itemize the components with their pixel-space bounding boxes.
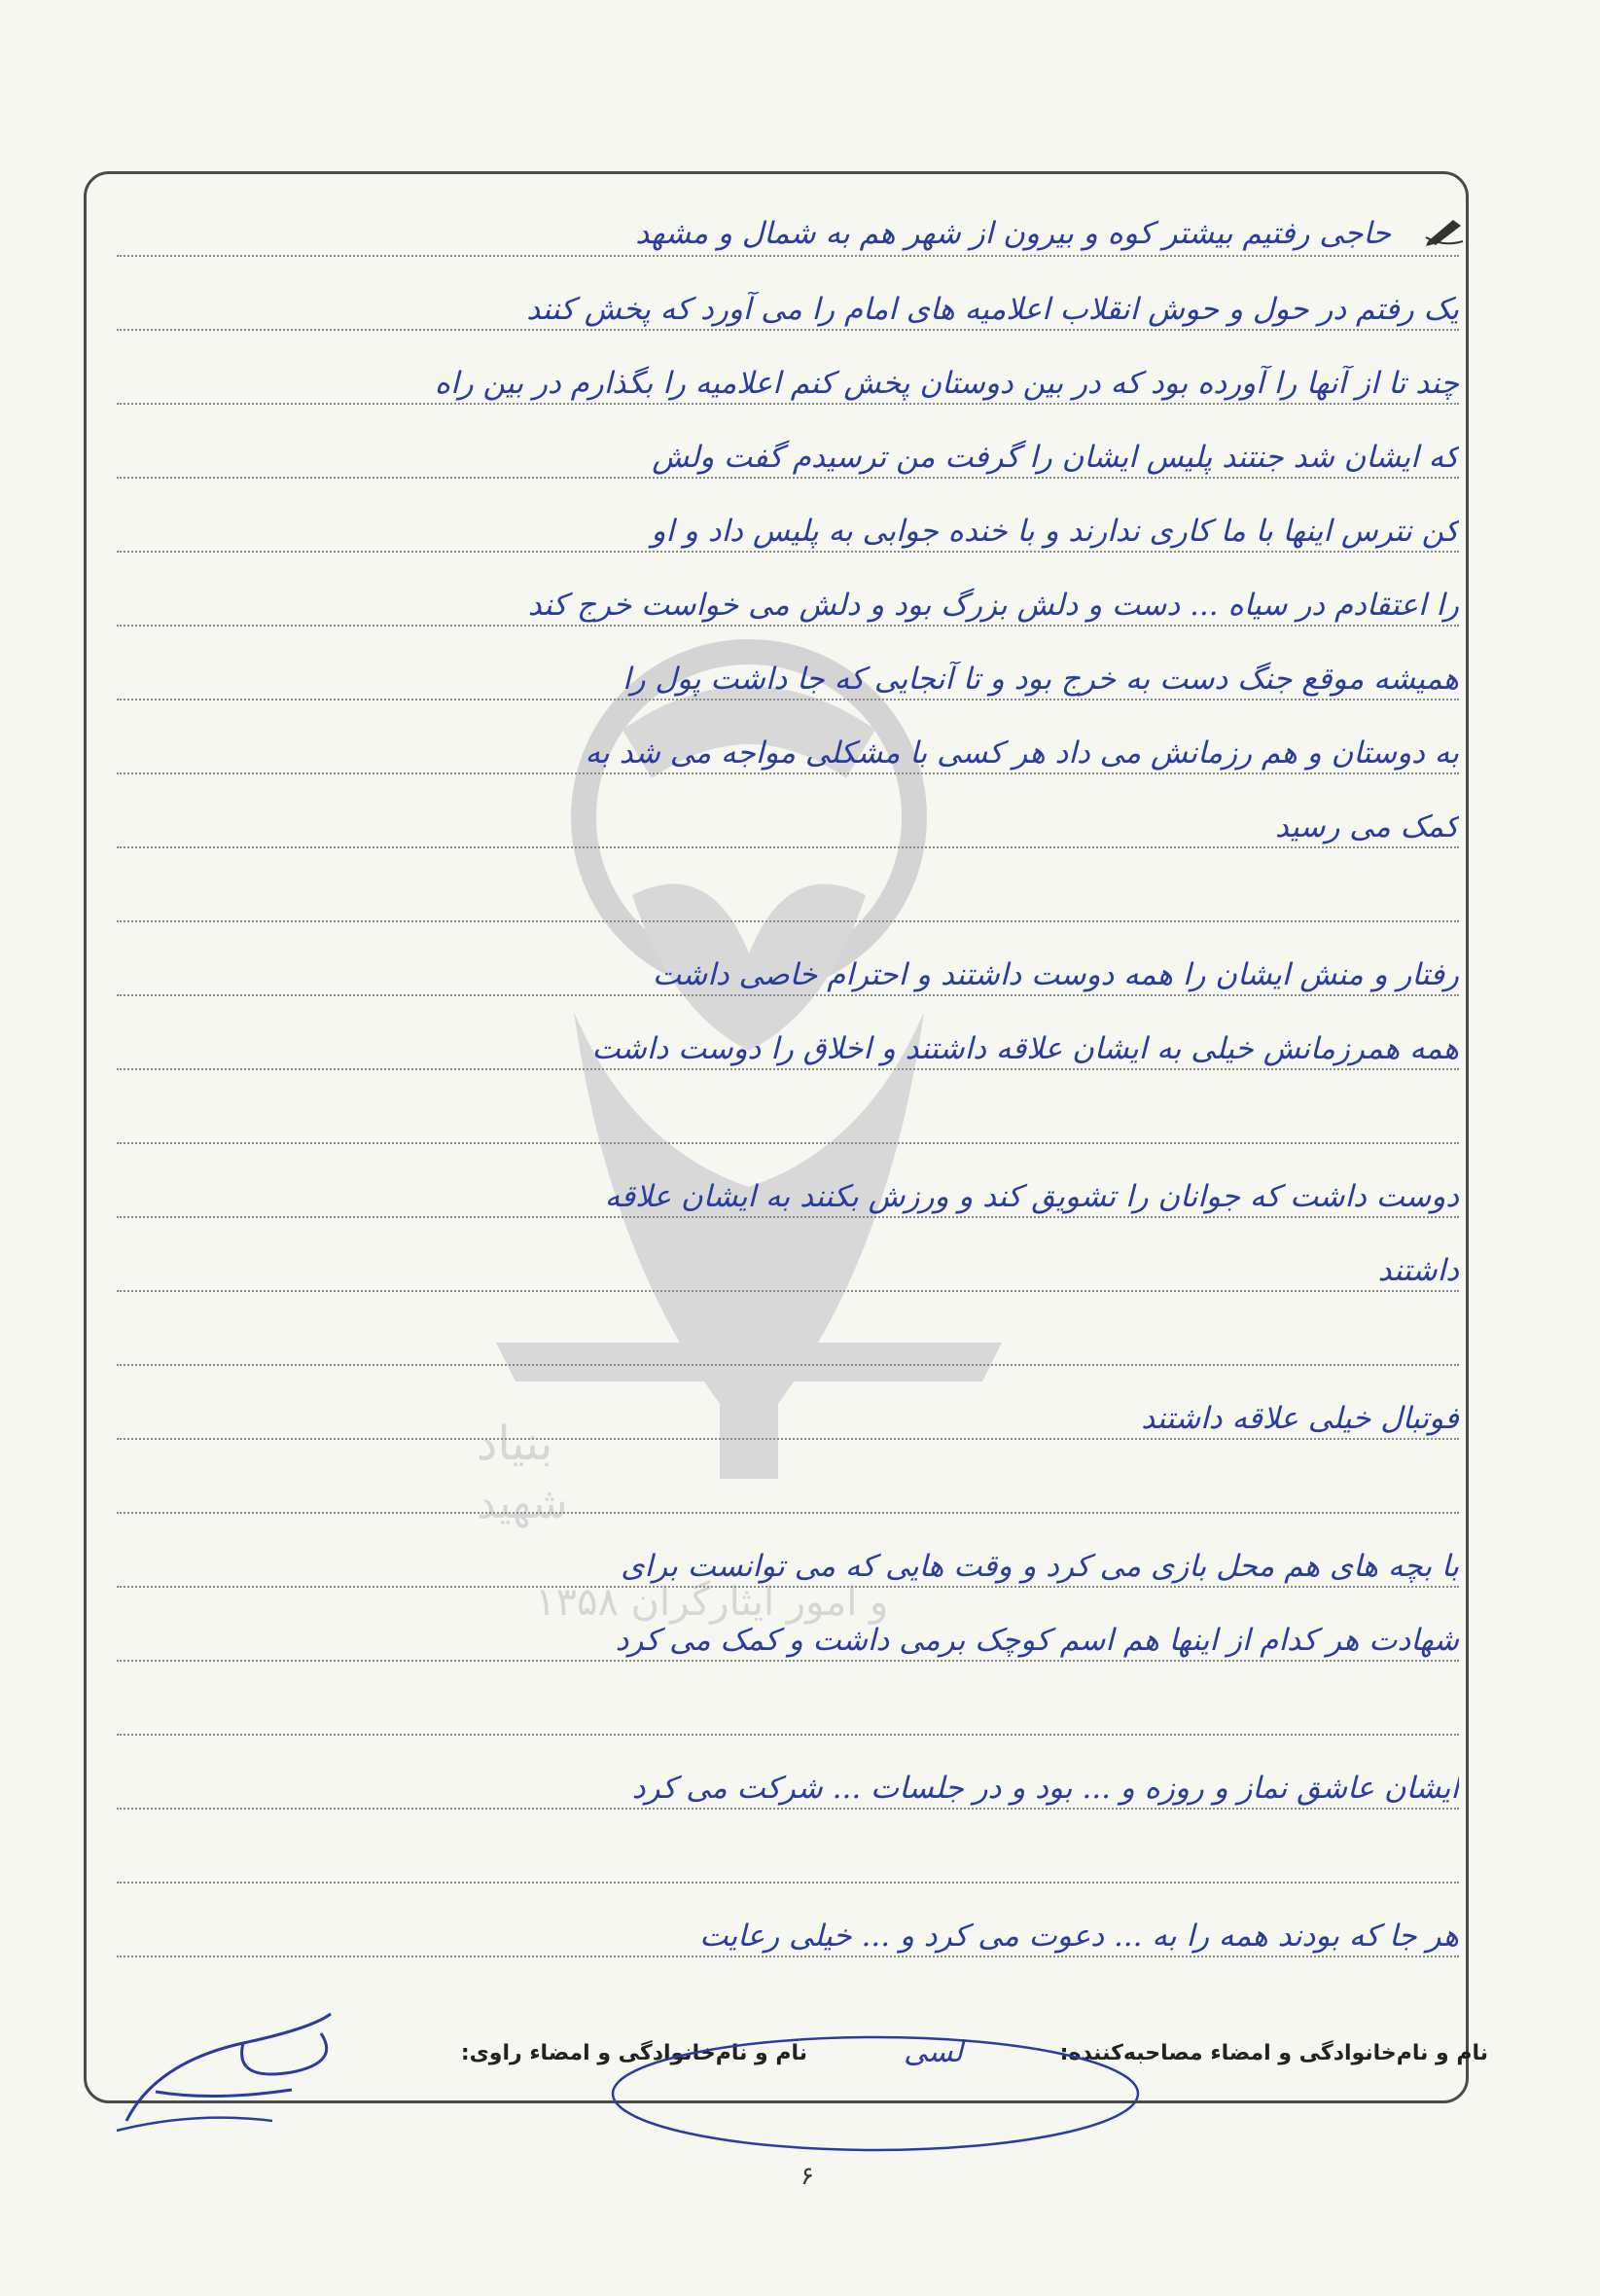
handwritten-line: هر جا که بودند همه را به ... دعوت می کرد و ... خیلی رعایت: [699, 1919, 1459, 1954]
handwritten-line: کمک می رسید: [1274, 809, 1459, 844]
interviewer-signature-oval: [603, 2024, 1148, 2170]
handwritten-line: با بچه های هم محل بازی می کرد و وقت هایی که می توانست برای: [621, 1549, 1459, 1584]
writing-line: [117, 1734, 1459, 1736]
narrator-signature: [97, 1975, 350, 2140]
handwritten-line: رفتار و منش ایشان را همه دوست داشتند و احترام خاصی داشت: [652, 957, 1459, 992]
writing-line: [117, 1808, 1459, 1810]
writing-line: [117, 1068, 1459, 1070]
writing-line: [117, 625, 1459, 627]
handwritten-line: یک رفتم در حول و حوش انقلاب اعلامیه های امام را می آورد که پخش کنند: [526, 292, 1459, 327]
interviewer-signature-label: نام و نام‌خانوادگی و امضاء مصاحبه‌کننده:: [1059, 2041, 1488, 2065]
interviewer-signature: لسی: [904, 2035, 963, 2069]
writing-line: [117, 255, 1459, 257]
writing-line: [117, 846, 1459, 848]
narrator-signature-label: نام و نام‌خانوادگی و امضاء راوی:: [460, 2041, 807, 2065]
handwritten-line: دوست داشت که جوانان را تشویق کند و ورزش بکنند به ایشان علاقه: [604, 1179, 1459, 1214]
writing-line: [117, 1660, 1459, 1662]
handwritten-line: همه همرزمانش خیلی به ایشان علاقه داشتند و اخلاق را دوست داشت: [591, 1031, 1459, 1066]
writing-line: [117, 1290, 1459, 1292]
writing-line: [117, 1512, 1459, 1514]
writing-line: [117, 772, 1459, 774]
writing-line: [117, 329, 1459, 331]
handwritten-line: که ایشان شد جنتند پلیس ایشان را گرفت من ترسیدم گفت ولش: [652, 440, 1459, 475]
handwritten-line: فوتبال خیلی علاقه داشتند: [1141, 1401, 1459, 1436]
writing-line: [117, 699, 1459, 700]
writing-line: [117, 1586, 1459, 1588]
page-number: ۶: [800, 2162, 814, 2191]
handwritten-line: حاجی رفتیم بیشتر کوه و بیرون از شهر هم به شمال و مشهد: [635, 216, 1391, 251]
writing-line: [117, 551, 1459, 553]
writing-line: [117, 1438, 1459, 1440]
handwritten-line: چند تا از آنها را آورده بود که در بین دوستان پخش کنم اعلامیه را بگذارم در بین راه: [434, 366, 1459, 401]
svg-text:بنیاد: بنیاد: [477, 1417, 553, 1471]
writing-line: [117, 477, 1459, 479]
handwritten-line: ایشان عاشق نماز و روزه و ... بود و در جلسات ... شرکت می کرد: [631, 1771, 1459, 1806]
writing-line: [117, 1882, 1459, 1883]
handwritten-line: همیشه موقع جنگ دست به خرج بود و تا آنجایی که جا داشت پول را: [622, 662, 1459, 697]
writing-line: [117, 1364, 1459, 1366]
handwritten-line: را اعتقادم در سیاه ... دست و دلش بزرگ بود و دلش می خواست خرج کند: [527, 588, 1459, 623]
handwritten-line: به دوستان و هم رزمانش می داد هر کسی با مشکلی مواجه می شد به: [585, 735, 1459, 771]
svg-text:۱۳۵۸ و امور ایثارگران: ۱۳۵۸ و امور ایثارگران: [535, 1580, 889, 1625]
handwritten-line: داشتند: [1377, 1253, 1459, 1288]
writing-line: [117, 403, 1459, 405]
writing-line: [117, 1216, 1459, 1218]
handwritten-line: کن نترس اینها با ما کاری ندارند و با خنده جوابی به پلیس داد و او: [651, 514, 1459, 549]
writing-line: [117, 920, 1459, 922]
writing-line: [117, 1142, 1459, 1144]
writing-line: [117, 994, 1459, 996]
writing-line: [117, 1955, 1459, 1957]
handwritten-line: شهادت هر کدام از اینها هم اسم کوچک برمی داشت و کمک می کرد: [615, 1623, 1459, 1658]
svg-text:شهید: شهید: [477, 1479, 568, 1528]
